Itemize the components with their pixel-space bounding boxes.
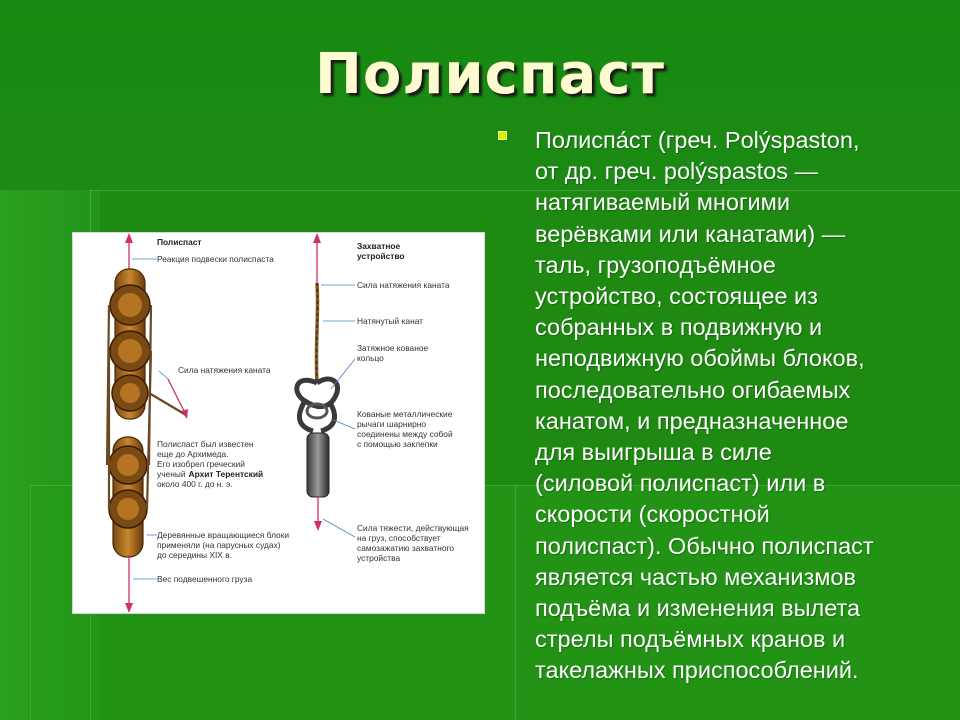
levers-line-2: рычаги шарнирно — [357, 419, 427, 429]
ring-line-2: кольцо — [357, 353, 384, 363]
gravity-arrow-head — [314, 521, 322, 531]
text-line: стрелы подъёмных кранов и — [535, 626, 846, 653]
text-line: от др. греч. polýspastos — — [535, 158, 819, 185]
text-line: полиспаст). Обычно полиспаст — [535, 532, 874, 559]
blocks-line-2: применяли (на парусных судах) — [157, 540, 281, 550]
background-line — [30, 485, 31, 720]
text-line: собранных в подвижную и — [535, 314, 823, 341]
history-line-1: Полиспаст был известен — [157, 439, 254, 449]
text-line: таль, грузоподъёмное — [535, 251, 776, 278]
gravity-line-3: самозажатию захватного — [357, 543, 455, 553]
history-line-4: ученый Архит Терентский — [157, 469, 264, 479]
reaction-arrow-head — [125, 233, 133, 243]
upper-pulley-block — [110, 269, 150, 419]
history-line-3: Его изобрел греческий — [157, 459, 245, 469]
levers-line-4: с помощью заклепки — [357, 439, 438, 449]
text-line: натягиваемый многими — [535, 189, 790, 216]
text-line: канатом, и предназначенное — [535, 407, 849, 434]
right-tension-arrow-head — [313, 233, 321, 243]
definition-text — [498, 125, 938, 687]
text-line: такелажных приспособлений. — [535, 657, 859, 684]
taut-rope-label: Натянутый канат — [357, 316, 424, 326]
text-line: устройство, состоящее из — [535, 283, 818, 310]
gravity-line-4: устройства — [357, 553, 401, 563]
suspended-load — [307, 433, 329, 497]
reaction-label: Реакция подвески полиспаста — [157, 254, 274, 264]
text-line: неподвижную обоймы блоков, — [535, 345, 865, 372]
lower-pulley-block — [109, 437, 147, 557]
gravity-line-2: на груз, способствует — [357, 533, 441, 543]
forged-ring-and-levers — [297, 379, 338, 431]
text-line: скорости (скоростной — [535, 501, 770, 528]
history-line-5: около 400 г. до н. э. — [157, 479, 233, 489]
text-line: Полиспа́ст (греч. Polýspaston, — [535, 127, 860, 153]
rope-tension-label-right: Сила натяжения каната — [357, 280, 450, 290]
blocks-line-1: Деревянные вращающиеся блоки — [157, 530, 290, 540]
text-line: для выигрыша в силе — [535, 439, 772, 466]
tension-arrow-head — [181, 409, 188, 419]
slide-title: Полиспаст — [315, 42, 665, 107]
right-heading-2: устройство — [357, 251, 405, 261]
square-bullet-icon — [498, 131, 507, 140]
gravity-line-1: Сила тяжести, действующая — [357, 523, 469, 533]
illustration-svg — [73, 233, 484, 613]
pulley-illustration — [72, 232, 485, 614]
text-line: является частью механизмов — [535, 563, 856, 590]
definition-paragraph — [535, 125, 938, 687]
left-heading: Полиспаст — [157, 237, 202, 247]
text-line: последовательно огибаемых — [535, 376, 851, 403]
levers-line-3: соединены между собой — [357, 429, 453, 439]
right-heading-1: Захватное — [357, 241, 401, 251]
text-line: (силовой полиспаст) или в — [535, 470, 826, 497]
levers-line-1: Кованые металлические — [357, 409, 453, 419]
weight-label: Вес подвешенного груза — [157, 574, 253, 584]
text-line: верёвками или канатами) — — [535, 220, 846, 247]
history-line-2: еще до Архимеда. — [157, 449, 229, 459]
text-line: подъёма и изменения вылета — [535, 595, 861, 622]
ring-line-1: Затяжное кованое — [357, 343, 429, 353]
weight-arrow-head — [125, 603, 133, 613]
rope-tension-label-left: Сила натяжения каната — [178, 365, 271, 375]
blocks-line-3: до середины XIX в. — [157, 550, 232, 560]
